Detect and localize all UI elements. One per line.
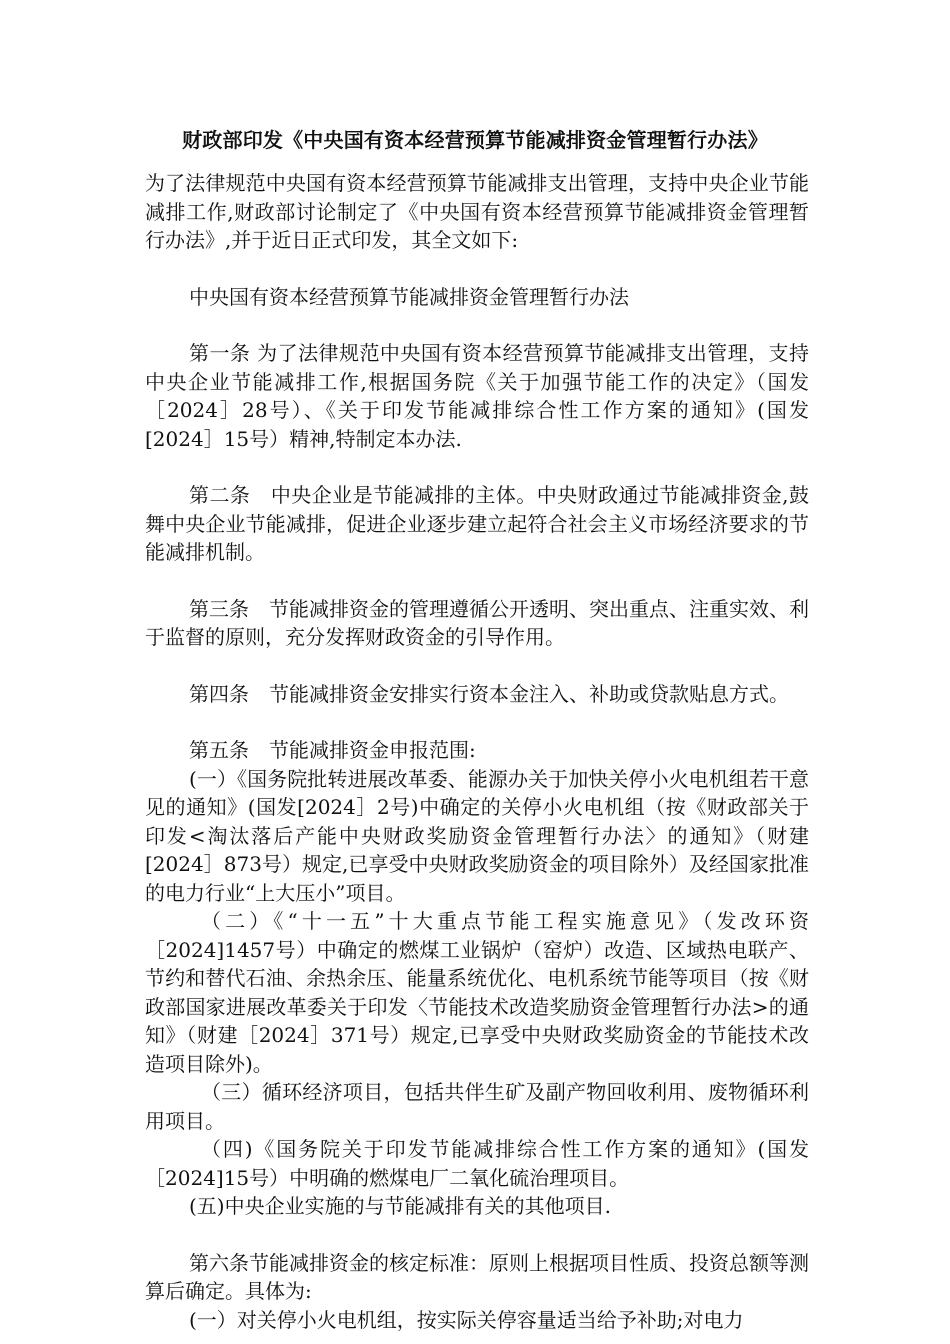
spacer [145, 567, 809, 595]
intro-paragraph: 为了法律规范中央国有资本经营预算节能减排支出管理，支持中央企业节能减排工作,财政部讨论制定了《中央国有资本经营预算节能减排资金管理暂行办法》,并于近日正式印发，其全文如下: [145, 171, 809, 252]
spacer [145, 311, 809, 339]
document-subtitle: 中央国有资本经营预算节能减排资金管理暂行办法 [189, 284, 629, 309]
article-5-item-4: （四)《国务院关于印发节能减排综合性工作方案的通知》(国发［2024]15号）中明确的燃煤电厂二氧化硫治理项目。 [145, 1137, 809, 1190]
article-1: 第一条 为了法律规范中央国有资本经营预算节能减排支出管理，支持中央企业节能减排工作,根据国务院《关于加强节能工作的决定》（国发［2024］28号）、《关于印发节能减排综合性工作方案的通知》(国发[2024］15号）精神,特制定本办法. [145, 341, 809, 451]
article-2: 第二条 中央企业是节能减排的主体。中央财政通过节能减排资金,鼓舞中央企业节能减排，促进企业逐步建立起符合社会主义市场经济要求的节能减排机制。 [145, 483, 809, 564]
article-3: 第三条 节能减排资金的管理遵循公开透明、突出重点、注重实效、利于监督的原则，充分发挥财政资金的引导作用。 [145, 596, 809, 649]
article-4: 第四条 节能减排资金安排实行资本金注入、补助或贷款贴息方式。 [189, 681, 789, 706]
article-5-item-3: （三）循环经济项目，包括共伴生矿及副产物回收利用、废物循环利用项目。 [145, 1080, 809, 1133]
article-6: 第六条节能减排资金的核定标准：原则上根据项目性质、投资总额等测算后确定。具体为: [145, 1250, 809, 1303]
document-body [145, 169, 809, 1334]
article-5: 第五条 节能减排资金申报范围: [189, 738, 476, 762]
spacer [145, 255, 809, 283]
article-5-item-5: (五)中央企业实施的与节能减排有关的其他项目. [189, 1194, 611, 1218]
spacer [145, 453, 809, 481]
spacer [145, 652, 809, 680]
document-title: 财政部印发《中央国有资本经营预算节能减排资金管理暂行办法》 [182, 128, 768, 152]
article-6-item-1: (一）对关停小火电机组，按实际关停容量适当给予补助;对电力 [189, 1307, 744, 1332]
spacer [145, 1221, 809, 1249]
article-5-item-1: (一）《国务院批转进展改革委、能源办关于加快关停小火电机组若干意见的通知》(国发[2024］2号)中确定的关停小火电机组（按《财政部关于印发<淘汰落后产能中央财政奖励资金管理暂行办法〉的通知》（财建[2024］873号）规定,已享受中央财政奖励资金的项目除外）及经国家批准的电力行业“上大压小”项目。 [145, 766, 809, 905]
article-5-item-2: （二）《“十一五”十大重点节能工程实施意见》（发改环资［2024]1457号）中确定的燃煤工业锅炉（窑炉）改造、区域热电联产、节约和替代石油、余热余压、能量系统优化、电机系统节能等项目（按《财政部国家进展改革委关于印发〈节能技术改造奖励资金管理暂行办法>的通知》（财建［2024］371号）规定,已享受中央财政奖励资金的节能技术改造项目除外)。 [145, 909, 809, 1076]
spacer [145, 708, 809, 736]
